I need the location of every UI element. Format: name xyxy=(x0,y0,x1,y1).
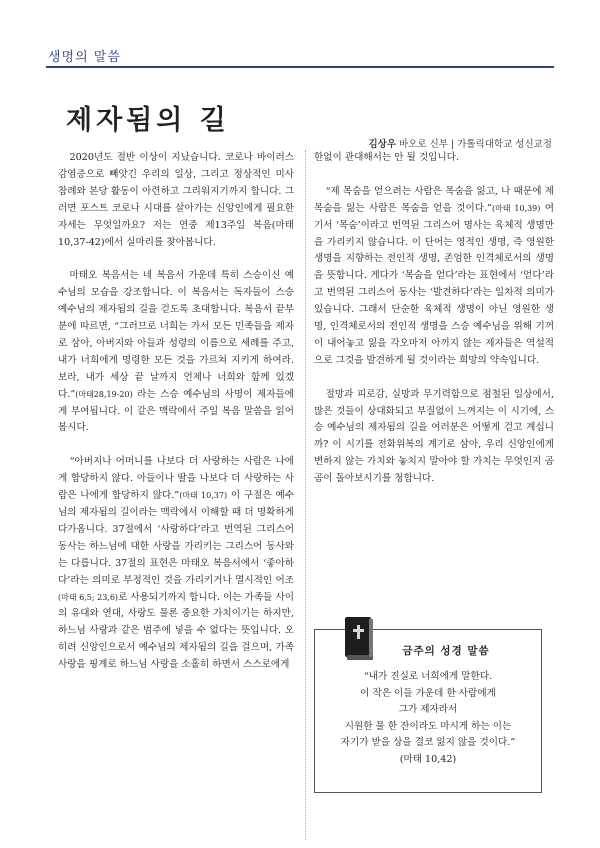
paragraph-text: 라는 스승 예수님의 사명이 제자들에게 부여됩니다. 이 같은 맥락에서 주일 복음 말씀을 읽어봅시다. xyxy=(58,388,294,434)
bible-reference: (마태 6,5; 23,6) xyxy=(58,592,119,602)
paragraph-text: “제 목숨을 얻으려는 사람은 목숨을 잃고, 나 때문에 제 목숨을 잃는 사람은 목숨을 얻을 것이다.” xyxy=(314,185,554,214)
verse-line: 자기가 받을 상을 결코 잃지 않을 것이다.” xyxy=(340,737,516,748)
bible-reference: (마태28,19-20) xyxy=(75,389,133,399)
verse-title: 금주의 성경 말씀 xyxy=(402,645,490,657)
verse-text xyxy=(314,669,542,768)
bible-reference: (마태 10,37) xyxy=(179,491,228,501)
page-title: 제자됨의 길 xyxy=(66,105,230,136)
byline xyxy=(369,136,553,150)
paragraph-text: 여기서 ‘목숨’이라고 번역된 그리스어 명사는 육체적 생명만을 가리키지 않습니다. 이 단어는 영적인 생명, 즉 영원한 생명을 지향하는 전인적 생명, 존엄한 인격체로서의 생명을 뜻합니다. 게다가 ‘목숨을 얻다’라는 표현에서 ‘얻다’라고 번역된 그리스어 동사는 ‘발견하다’라는 일차적 의미가 있습니다. 그래서 단순한 육체적 생명이 아닌 영원한 생명, 인격체로서의 전인적 생명을 스승 예수님을 위해 기꺼이 내어놓고 잃을 각오마저 아끼지 않는 제자들은 역설적으로 그것을 발견하게 될 것이라는 희망의 약속입니다. xyxy=(314,202,554,366)
section-header: 생명의 말씀 xyxy=(48,50,121,65)
paragraph: 절망과 피로감, 실망과 무기력함으로 점철된 일상에서, 많은 것들이 상대화되고 부질없이 느껴지는 이 시기에, 스승 예수님의 제자됨의 길을 여러분은 어떻게 걷고 계십니까? 이 시기를 전화위복의 계기로 삼아, 우리 신앙인에게 변하지 않는 가치와 놓치지 말아야 할 가치는 무엇인지 곰곰이 돌아보시기를 청합니다. xyxy=(314,388,554,485)
paragraph xyxy=(58,268,294,437)
paragraph-text: 로 사용되기까지 합니다. 이는 가족들 사이의 유대와 연대, 사랑도 물론 중요한 가치이기는 하지만, 하느님 사랑과 같은 범주에 넣을 수 없다는 뜻입니다. 오히려 신앙인으로서 예수님의 제자됨의 길을 걸으며, 가족 사랑을 핑계로 하느님 사랑을 소홀히 하면서 스스로에게 xyxy=(58,591,294,671)
paragraph-text: 이 구절은 예수님의 제자됨의 길이라는 맥락에서 이해할 때 더 명확하게 다가옵니다. 37절에서 ‘사랑하다’라고 번역된 그리스어 동사는 하느님에 대한 사랑을 가리키는 그리스어 동사와는 다릅니다. 37절의 표현은 마태오 복음서에서 ‘좋아하다’라는 의미로 부정적인 것을 가리키거나 멸시적인 어조 xyxy=(58,490,294,586)
verse-line: 그가 제자라서 xyxy=(398,704,458,715)
paragraph xyxy=(58,454,294,674)
paragraph: 한없이 관대해서는 안 될 것입니다. xyxy=(314,152,459,163)
column-divider xyxy=(305,150,307,840)
bible-reference: (마태 10,39) xyxy=(491,203,541,213)
verse-reference: (마태 10,42) xyxy=(399,753,457,765)
verse-line: “내가 진실로 너희에게 말한다. xyxy=(363,671,493,682)
paragraph-text: “아버지나 어머니를 나보다 더 사랑하는 사람은 나에게 합당하지 않다. 아들이나 딸을 나보다 더 사랑하는 사람은 나에게 합당하지 않다.” xyxy=(58,456,294,502)
verse-line: 시원한 물 한 잔이라도 마시게 하는 이는 xyxy=(344,720,512,732)
paragraph xyxy=(314,184,554,370)
verse-line: 이 작은 이들 가운데 한 사람에게 xyxy=(360,687,496,699)
paragraph: 2020년도 절반 이상이 지났습니다. 코로나 바이러스 감염증으로 빼앗긴 우리의 일상, 그리고 정상적인 미사 참례와 본당 활동이 아련하고 그리워지기까지 합니다. 그러면 포스트 코로나 시대를 살아가는 신앙인에게 필요한 자세는 무엇일까요? 저는 연중 제13주일 복음(마태 10,37-42)에서 실마리를 찾아봅니다. xyxy=(58,152,294,248)
author-name: 김상우 xyxy=(368,139,397,150)
left-column xyxy=(58,150,294,674)
paragraph-text: 마태오 복음서는 네 복음서 가운데 특히 스승이신 예수님의 모습을 강조합니다. 이 복음서는 독자들이 스승 예수님의 제자됨의 길을 걷도록 초대합니다. 복음서 끝부분에 따르면, “그러므로 너희는 가서 모든 민족들을 제자로 삼아, 아버지와 아들과 성령의 이름으로 세례를 주고, 내가 너희에게 명령한 모든 것을 가르쳐 지키게 하여라. 보라, 내가 세상 끝 날까지 언제나 너희와 함께 있겠다.” xyxy=(58,270,294,400)
right-column xyxy=(314,150,554,488)
author-info: 바오로 신부 | 가톨릭대학교 성신교정 xyxy=(396,139,552,150)
header-divider xyxy=(46,66,554,68)
